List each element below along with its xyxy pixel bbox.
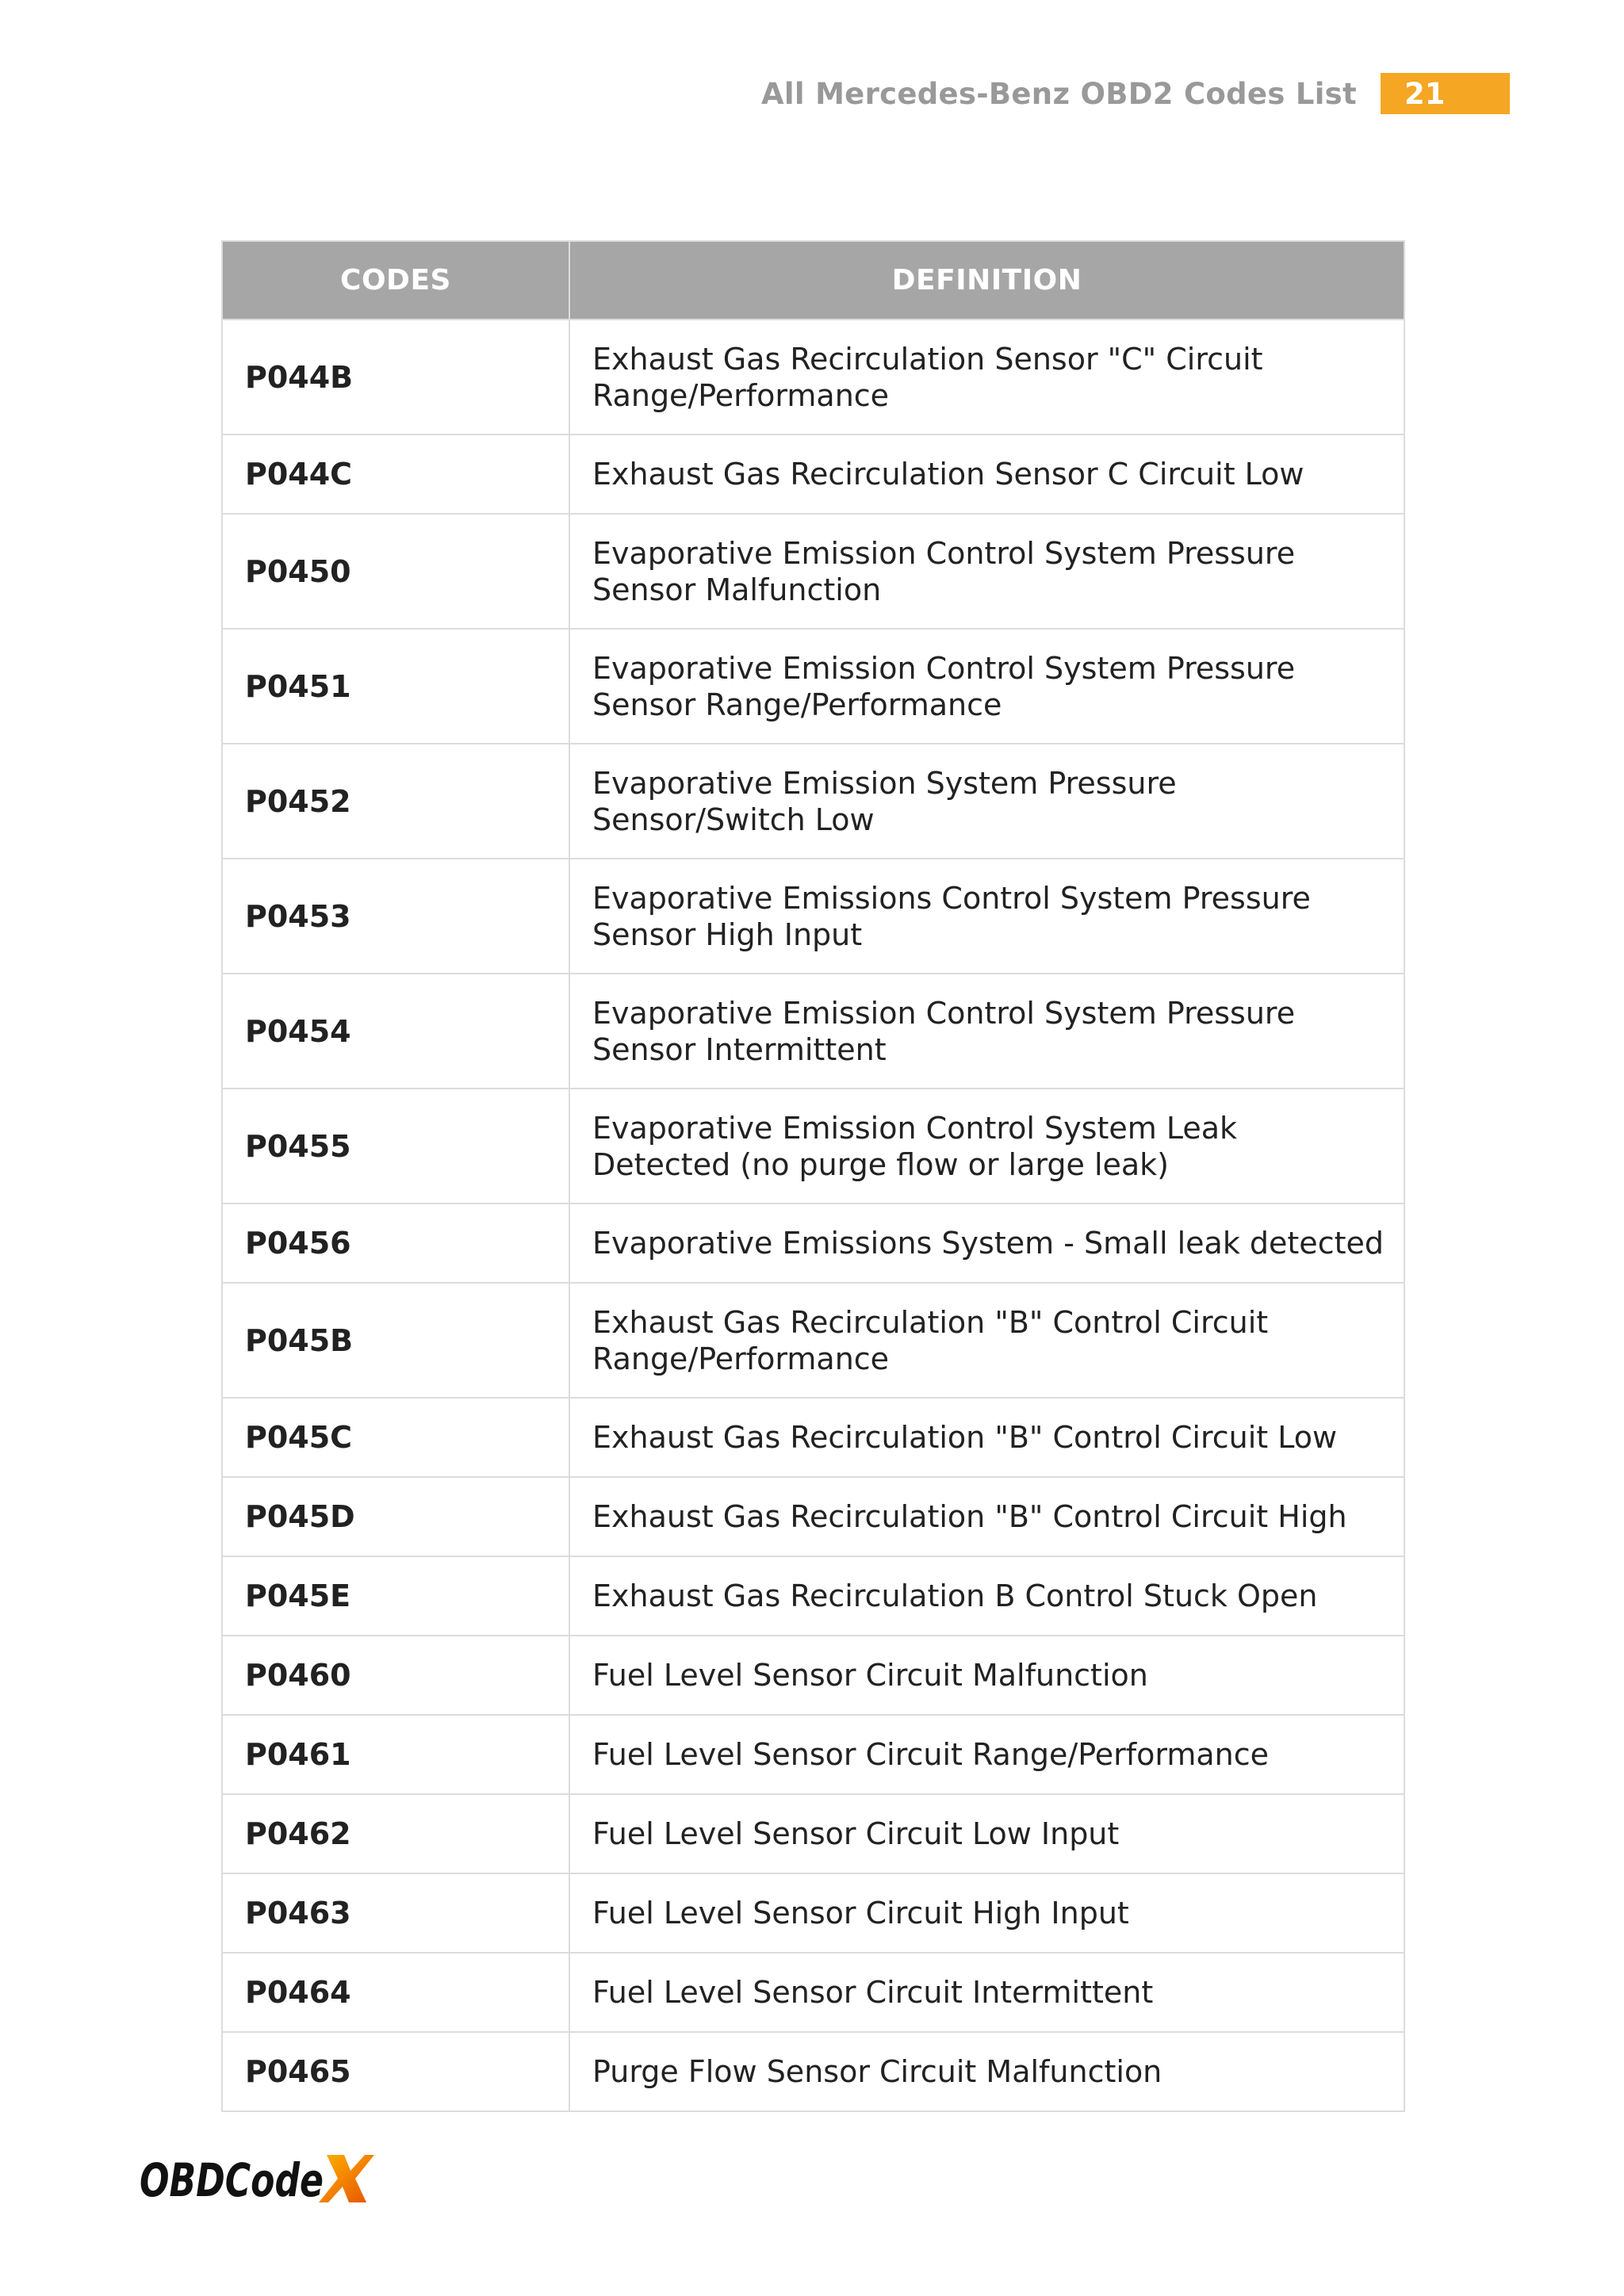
table-header-row xyxy=(222,241,1404,320)
definition-cell: Exhaust Gas Recirculation B Control Stuck Open xyxy=(569,1556,1404,1636)
code-cell: P0455 xyxy=(222,1089,569,1203)
table-row xyxy=(222,1203,1404,1283)
table-row xyxy=(222,1556,1404,1636)
table-row xyxy=(222,2032,1404,2111)
table-row xyxy=(222,514,1404,629)
table-row xyxy=(222,629,1404,744)
column-header-codes: CODES xyxy=(222,241,569,320)
codes-table xyxy=(221,240,1405,2112)
table-row xyxy=(222,320,1404,434)
definition-cell: Exhaust Gas Recirculation "B" Control Circuit Low xyxy=(569,1398,1404,1477)
definition-cell: Evaporative Emission Control System Leak Detected (no purge flow or large leak) xyxy=(569,1089,1404,1203)
definition-cell: Exhaust Gas Recirculation "B" Control Circuit High xyxy=(569,1477,1404,1556)
table-row xyxy=(222,1953,1404,2032)
definition-cell: Exhaust Gas Recirculation "B" Control Circuit Range/Performance xyxy=(569,1283,1404,1398)
page-header xyxy=(761,73,1510,114)
code-cell: P044C xyxy=(222,434,569,514)
code-cell: P045D xyxy=(222,1477,569,1556)
table-row xyxy=(222,974,1404,1089)
column-header-definition: DEFINITION xyxy=(569,241,1404,320)
definition-cell: Evaporative Emissions System - Small leak detected xyxy=(569,1203,1404,1283)
definition-cell: Fuel Level Sensor Circuit Malfunction xyxy=(569,1636,1404,1715)
code-cell: P0461 xyxy=(222,1715,569,1794)
svg-text:OBDCode: OBDCode xyxy=(140,2153,324,2207)
document-title: All Mercedes-Benz OBD2 Codes List xyxy=(760,76,1357,111)
definition-cell: Exhaust Gas Recirculation Sensor "C" Circuit Range/Performance xyxy=(569,320,1404,434)
code-cell: P0453 xyxy=(222,859,569,974)
code-cell: P0463 xyxy=(222,1873,569,1953)
table-row xyxy=(222,1873,1404,1953)
page-number-badge: 21 xyxy=(1381,73,1510,114)
table-row xyxy=(222,859,1404,974)
definition-cell: Exhaust Gas Recirculation Sensor C Circuit Low xyxy=(569,434,1404,514)
definition-cell: Purge Flow Sensor Circuit Malfunction xyxy=(569,2032,1404,2111)
table-row xyxy=(222,1794,1404,1873)
definition-cell: Fuel Level Sensor Circuit Intermittent xyxy=(569,1953,1404,2032)
table-row xyxy=(222,1636,1404,1715)
code-cell: P045E xyxy=(222,1556,569,1636)
definition-cell: Fuel Level Sensor Circuit Range/Performance xyxy=(569,1715,1404,1794)
table-row xyxy=(222,1398,1404,1477)
definition-cell: Fuel Level Sensor Circuit High Input xyxy=(569,1873,1404,1953)
table-row xyxy=(222,744,1404,859)
code-cell: P045B xyxy=(222,1283,569,1398)
definition-cell: Evaporative Emission Control System Pressure Sensor Malfunction xyxy=(569,514,1404,629)
code-cell: P0460 xyxy=(222,1636,569,1715)
table-row xyxy=(222,1089,1404,1203)
definition-cell: Evaporative Emissions Control System Pressure Sensor High Input xyxy=(569,859,1404,974)
code-cell: P0465 xyxy=(222,2032,569,2111)
definition-cell: Evaporative Emission Control System Pressure Sensor Range/Performance xyxy=(569,629,1404,744)
code-cell: P044B xyxy=(222,320,569,434)
code-cell: P0464 xyxy=(222,1953,569,2032)
table-row xyxy=(222,434,1404,514)
code-cell: P0450 xyxy=(222,514,569,629)
table-body xyxy=(222,320,1404,2111)
code-cell: P0451 xyxy=(222,629,569,744)
code-cell: P045C xyxy=(222,1398,569,1477)
definition-cell: Fuel Level Sensor Circuit Low Input xyxy=(569,1794,1404,1873)
definition-cell: Evaporative Emission System Pressure Sensor/Switch Low xyxy=(569,744,1404,859)
code-cell: P0462 xyxy=(222,1794,569,1873)
table-row xyxy=(222,1477,1404,1556)
code-cell: P0456 xyxy=(222,1203,569,1283)
code-cell: P0454 xyxy=(222,974,569,1089)
definition-cell: Evaporative Emission Control System Pressure Sensor Intermittent xyxy=(569,974,1404,1089)
code-cell: P0452 xyxy=(222,744,569,859)
table-row xyxy=(222,1283,1404,1398)
table-row xyxy=(222,1715,1404,1794)
obdcodex-logo xyxy=(136,2147,374,2210)
